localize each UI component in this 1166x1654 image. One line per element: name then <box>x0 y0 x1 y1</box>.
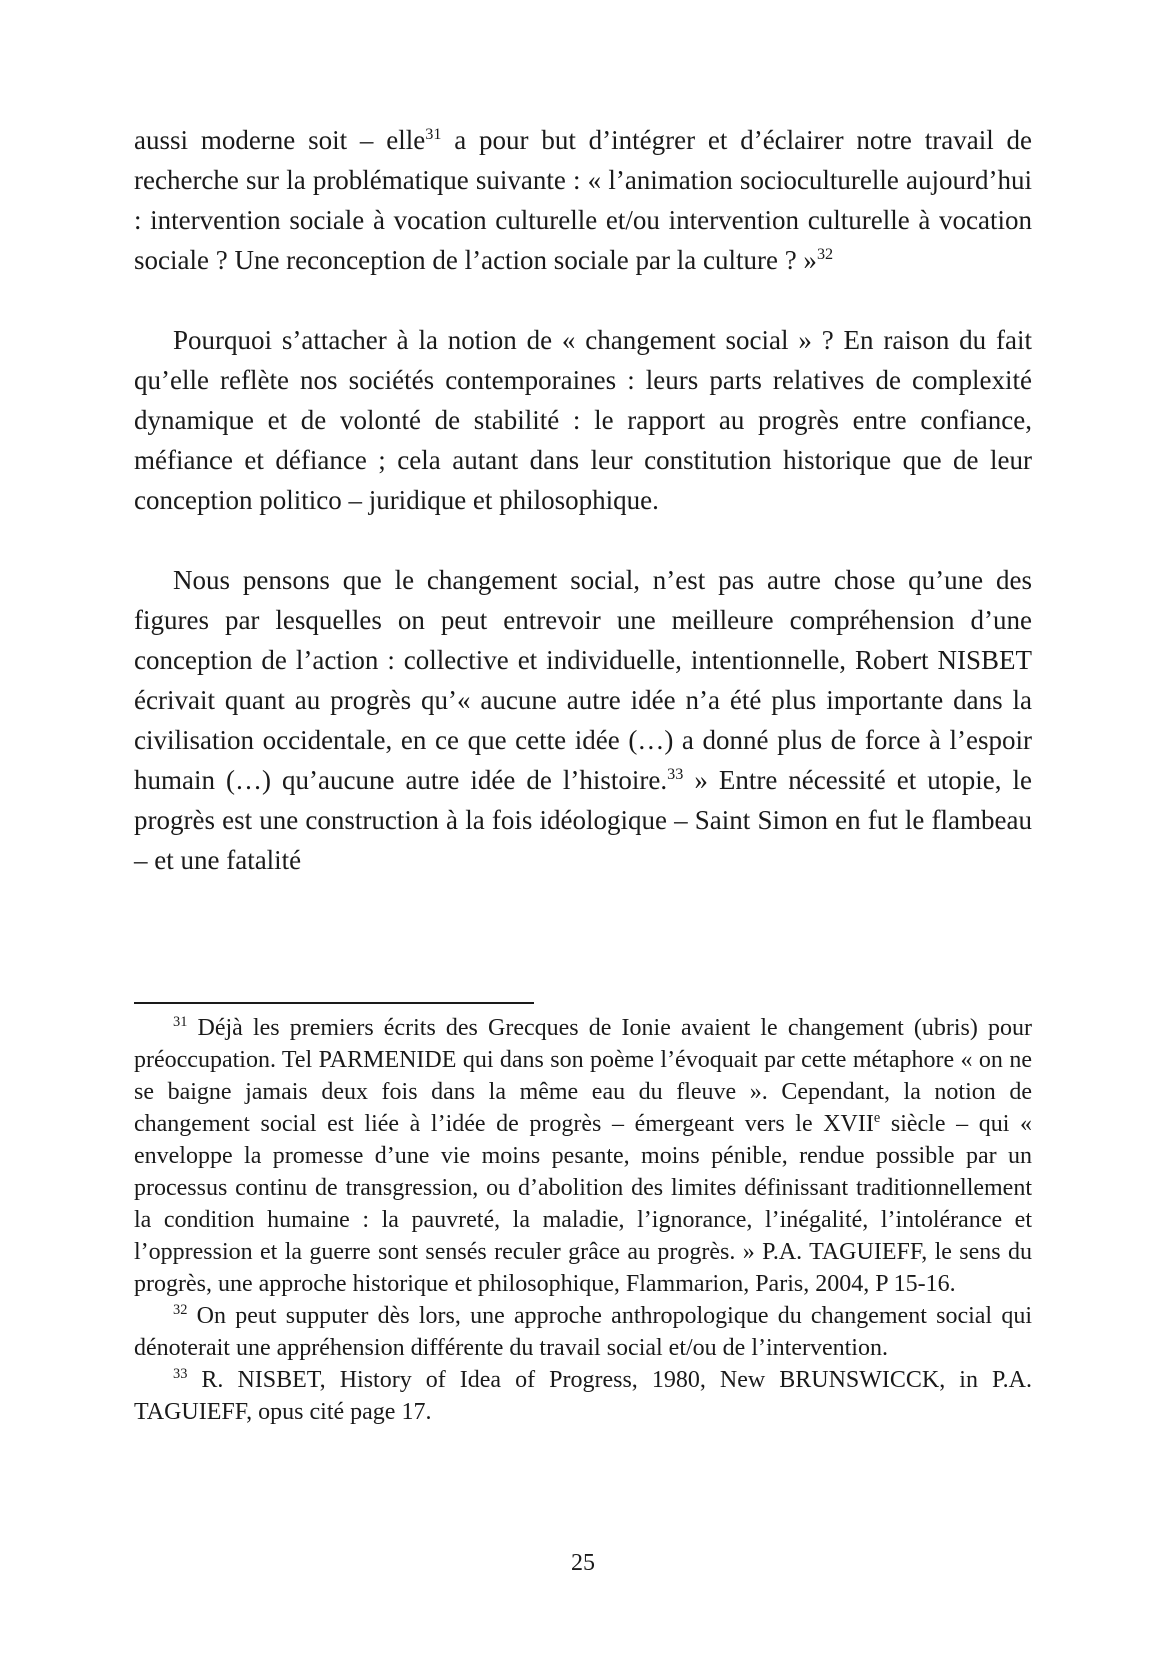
footnote-32-text: On peut supputer dès lors, une approche anthropologique du changement social qui dénoterait une appréhension différente du travail social et/ou de l’intervention. <box>134 1303 1032 1361</box>
footnote-number: 31 <box>173 1014 188 1030</box>
footnotes <box>134 1012 1032 1428</box>
footnote-31 <box>134 1012 1032 1300</box>
footnote-separator <box>134 1002 534 1004</box>
paragraph-3-text-a: Nous pensons que le changement social, n’est pas autre chose qu’une des figures par lesquelles on peut entrevoir une meilleure compréhension d’une conception de l’action : collective et individuelle, intentionnelle, Robert NISBET écrivait quant au progrès qu’« aucune autre idée n’a été plus importante dans la civilisation occidentale, en ce que cette idée (…) a donné plus de force à l’espoir humain (…) qu’aucune autre idée de l’histoire. <box>134 565 1032 795</box>
footnote-32 <box>134 1300 1032 1364</box>
paragraph-1-text-a: aussi moderne soit – elle <box>134 125 426 155</box>
footnote-33 <box>134 1364 1032 1428</box>
footnote-number: 32 <box>173 1302 188 1318</box>
paragraph-3-text-b: » Entre nécessité et utopie, le progrès est une construction à la fois idéologique – Saint Simon en fut le flambeau – et une fatalité <box>134 765 1032 875</box>
footnote-number: 33 <box>173 1366 188 1382</box>
page-number: 25 <box>571 1550 595 1576</box>
paragraph-1 <box>134 120 1032 280</box>
paragraph-1-text-b: a pour but d’intégrer et d’éclairer notre travail de recherche sur la problématique suivante : « l’animation socioculturelle aujourd’hui : intervention sociale à vocation culturelle et/ou intervention culturelle à vocation sociale ? Une reconception de l’action sociale par la culture ? » <box>134 125 1032 275</box>
footnote-ref-33[interactable]: 33 <box>667 765 684 783</box>
footnote-ref-31[interactable]: 31 <box>425 125 442 143</box>
footnote-31-text-b: siècle – qui « enveloppe la promesse d’une vie moins pesante, moins pénible, rendue possible par un processus continu de transgression, ou d’abolition des limites définissant traditionnellement la condition humaine : la pauvreté, la maladie, l’ignorance, l’inégalité, l’intolérance et l’oppression et la guerre sont sensés reculer grâce au progrès. » P.A. TAGUIEFF, le sens du progrès, une approche historique et philosophique, Flammarion, Paris, 2004, P 15-16. <box>134 1111 1032 1297</box>
footnote-33-text: R. NISBET, History of Idea of Progress, 1980, New BRUNSWICCK, in P.A. TAGUIEFF, opus cité page 17. <box>134 1367 1032 1425</box>
paragraph-3 <box>134 560 1032 880</box>
footnote-31-text-a: Déjà les premiers écrits des Grecques de Ionie avaient le changement (ubris) pour préoccupation. Tel PARMENIDE qui dans son poème l’évoquait par cette métaphore « on ne se baigne jamais deux fois dans la même eau du fleuve ». Cependant, la notion de changement social est liée à l’idée de progrès – émergeant vers le XVII <box>134 1015 1032 1137</box>
superscript-e: e <box>873 1110 881 1126</box>
page-body <box>134 120 1032 880</box>
paragraph-2: Pourquoi s’attacher à la notion de « changement social » ? En raison du fait qu’elle reflète nos sociétés contemporaines : leurs parts relatives de complexité dynamique et de volonté de stabilité : le rapport au progrès entre confiance, méfiance et défiance ; cela autant dans leur constitution historique que de leur conception politico – juridique et philosophique. <box>134 325 1032 515</box>
footnote-ref-32[interactable]: 32 <box>816 245 834 263</box>
